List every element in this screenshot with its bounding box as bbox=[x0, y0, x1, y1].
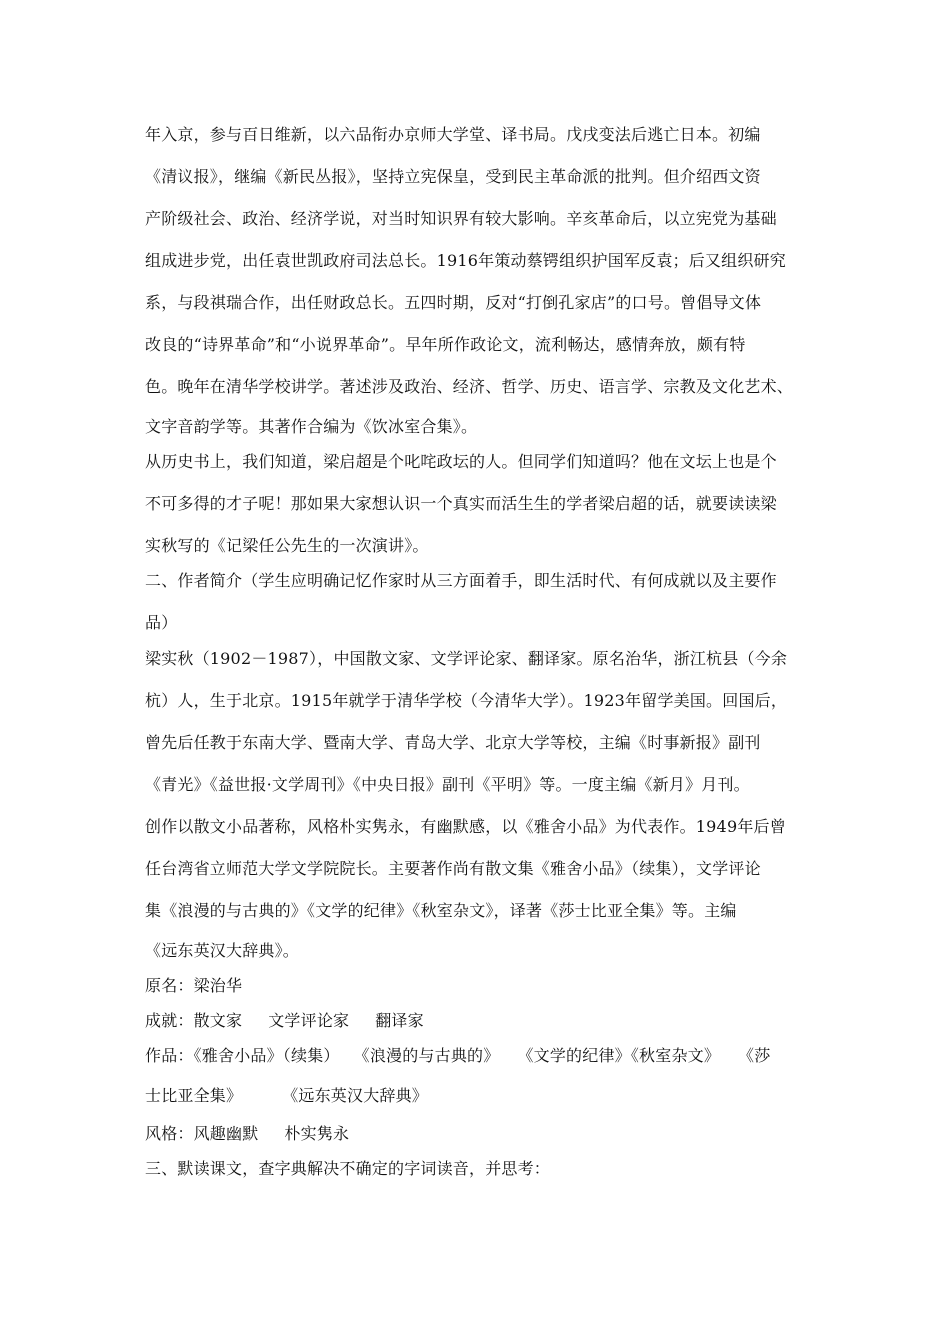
bio-line-6: 任台湾省立师范大学文学院院长。主要著作尚有散文集《雅舍小品》（续集），文学评论 bbox=[145, 859, 761, 878]
achievement-item: 翻译家 bbox=[375, 1011, 424, 1030]
section-heading-author-cont: 品） bbox=[145, 613, 178, 632]
original-name-label: 原名： bbox=[145, 976, 194, 995]
style-item: 风趣幽默 bbox=[193, 1124, 259, 1143]
style-row bbox=[145, 1124, 825, 1144]
bio-line-1: 梁实秋（1902－1987），中国散文家、文学评论家、翻译家。原名治华，浙江杭县（今余 bbox=[145, 649, 788, 668]
body-line-11: 实秋写的《记梁任公先生的一次演讲》。 bbox=[145, 536, 429, 555]
work-item: 《浪漫的与古典的》 bbox=[353, 1046, 500, 1065]
body-line-8: 文字音韵学等。其著作合编为《饮冰室合集》。 bbox=[145, 417, 478, 436]
achievement-row bbox=[145, 1011, 825, 1031]
work-item: 《莎 bbox=[738, 1046, 771, 1065]
body-line-3: 产阶级社会、政治、经济学说，对当时知识界有较大影响。辛亥革命后，以立宪党为基础 bbox=[145, 209, 777, 228]
achievement-item: 文学评论家 bbox=[268, 1011, 350, 1030]
bio-line-8: 《远东英汉大辞典》。 bbox=[145, 941, 300, 960]
body-line-10: 不可多得的才子呢！那如果大家想认识一个真实而活生生的学者梁启超的话，就要读读梁 bbox=[145, 494, 777, 513]
bio-line-5: 创作以散文小品著称，风格朴实隽永，有幽默感，以《雅舍小品》为代表作。1949年后曾 bbox=[145, 817, 786, 836]
body-line-2: 《清议报》，继编《新民丛报》，坚持立宪保皇，受到民主革命派的批判。但介绍西文资 bbox=[145, 167, 761, 186]
work-item: 《远东英汉大辞典》 bbox=[282, 1086, 429, 1105]
bio-line-7: 集《浪漫的与古典的》《文学的纪律》《秋室杂文》，译著《莎士比亚全集》等。主编 bbox=[145, 901, 737, 920]
body-line-9: 从历史书上，我们知道，梁启超是个叱咤政坛的人。但同学们知道吗？他在文坛上也是个 bbox=[145, 452, 777, 471]
original-name-row bbox=[145, 976, 825, 996]
body-line-1: 年入京，参与百日维新，以六品衔办京师大学堂、译书局。戊戌变法后逃亡日本。初编 bbox=[145, 125, 761, 144]
achievement-label: 成就： bbox=[145, 1011, 194, 1030]
bio-line-2: 杭）人，生于北京。1915年就学于清华学校（今清华大学）。1923年留学美国。回国后， bbox=[145, 691, 788, 710]
body-line-6: 改良的“诗界革命”和“小说界革命”。早年所作政论文，流利畅达，感情奔放，颇有特 bbox=[145, 335, 746, 354]
bio-line-3: 曾先后任教于东南大学、暨南大学、青岛大学、北京大学等校，主编《时事新报》副刊 bbox=[145, 733, 761, 752]
achievement-item: 散文家 bbox=[193, 1011, 243, 1030]
works-row bbox=[145, 1046, 825, 1066]
style-label: 风格： bbox=[145, 1124, 194, 1143]
original-name-value: 梁治华 bbox=[193, 976, 243, 995]
body-line-4: 组成进步党，出任袁世凯政府司法总长。1916年策动蔡锷组织护国军反袁；后又组织研究 bbox=[145, 251, 786, 270]
work-item: 《文学的纪律》《秋室杂文》 bbox=[517, 1046, 721, 1065]
section-heading-author: 二、作者简介（学生应明确记忆作家时从三方面着手，即生活时代、有何成就以及主要作 bbox=[145, 571, 777, 590]
works-row-cont bbox=[145, 1086, 825, 1106]
works-label: 作品： bbox=[145, 1046, 194, 1065]
style-item: 朴实隽永 bbox=[284, 1124, 350, 1143]
section-heading-reading: 三、默读课文，查字典解决不确定的字词读音，并思考： bbox=[145, 1159, 551, 1178]
work-item: 《雅舍小品》（续集） bbox=[193, 1046, 340, 1065]
body-line-7: 色。晚年在清华学校讲学。著述涉及政治、经济、哲学、历史、语言学、宗教及文化艺术、 bbox=[145, 377, 794, 396]
bio-line-4: 《青光》《益世报·文学周刊》《中央日报》副刊《平明》等。一度主编《新月》月刊。 bbox=[145, 775, 750, 794]
body-line-5: 系，与段祺瑞合作，出任财政总长。五四时期，反对“打倒孔家店”的口号。曾倡导文体 bbox=[145, 293, 762, 312]
work-item: 士比亚全集》 bbox=[145, 1086, 243, 1105]
